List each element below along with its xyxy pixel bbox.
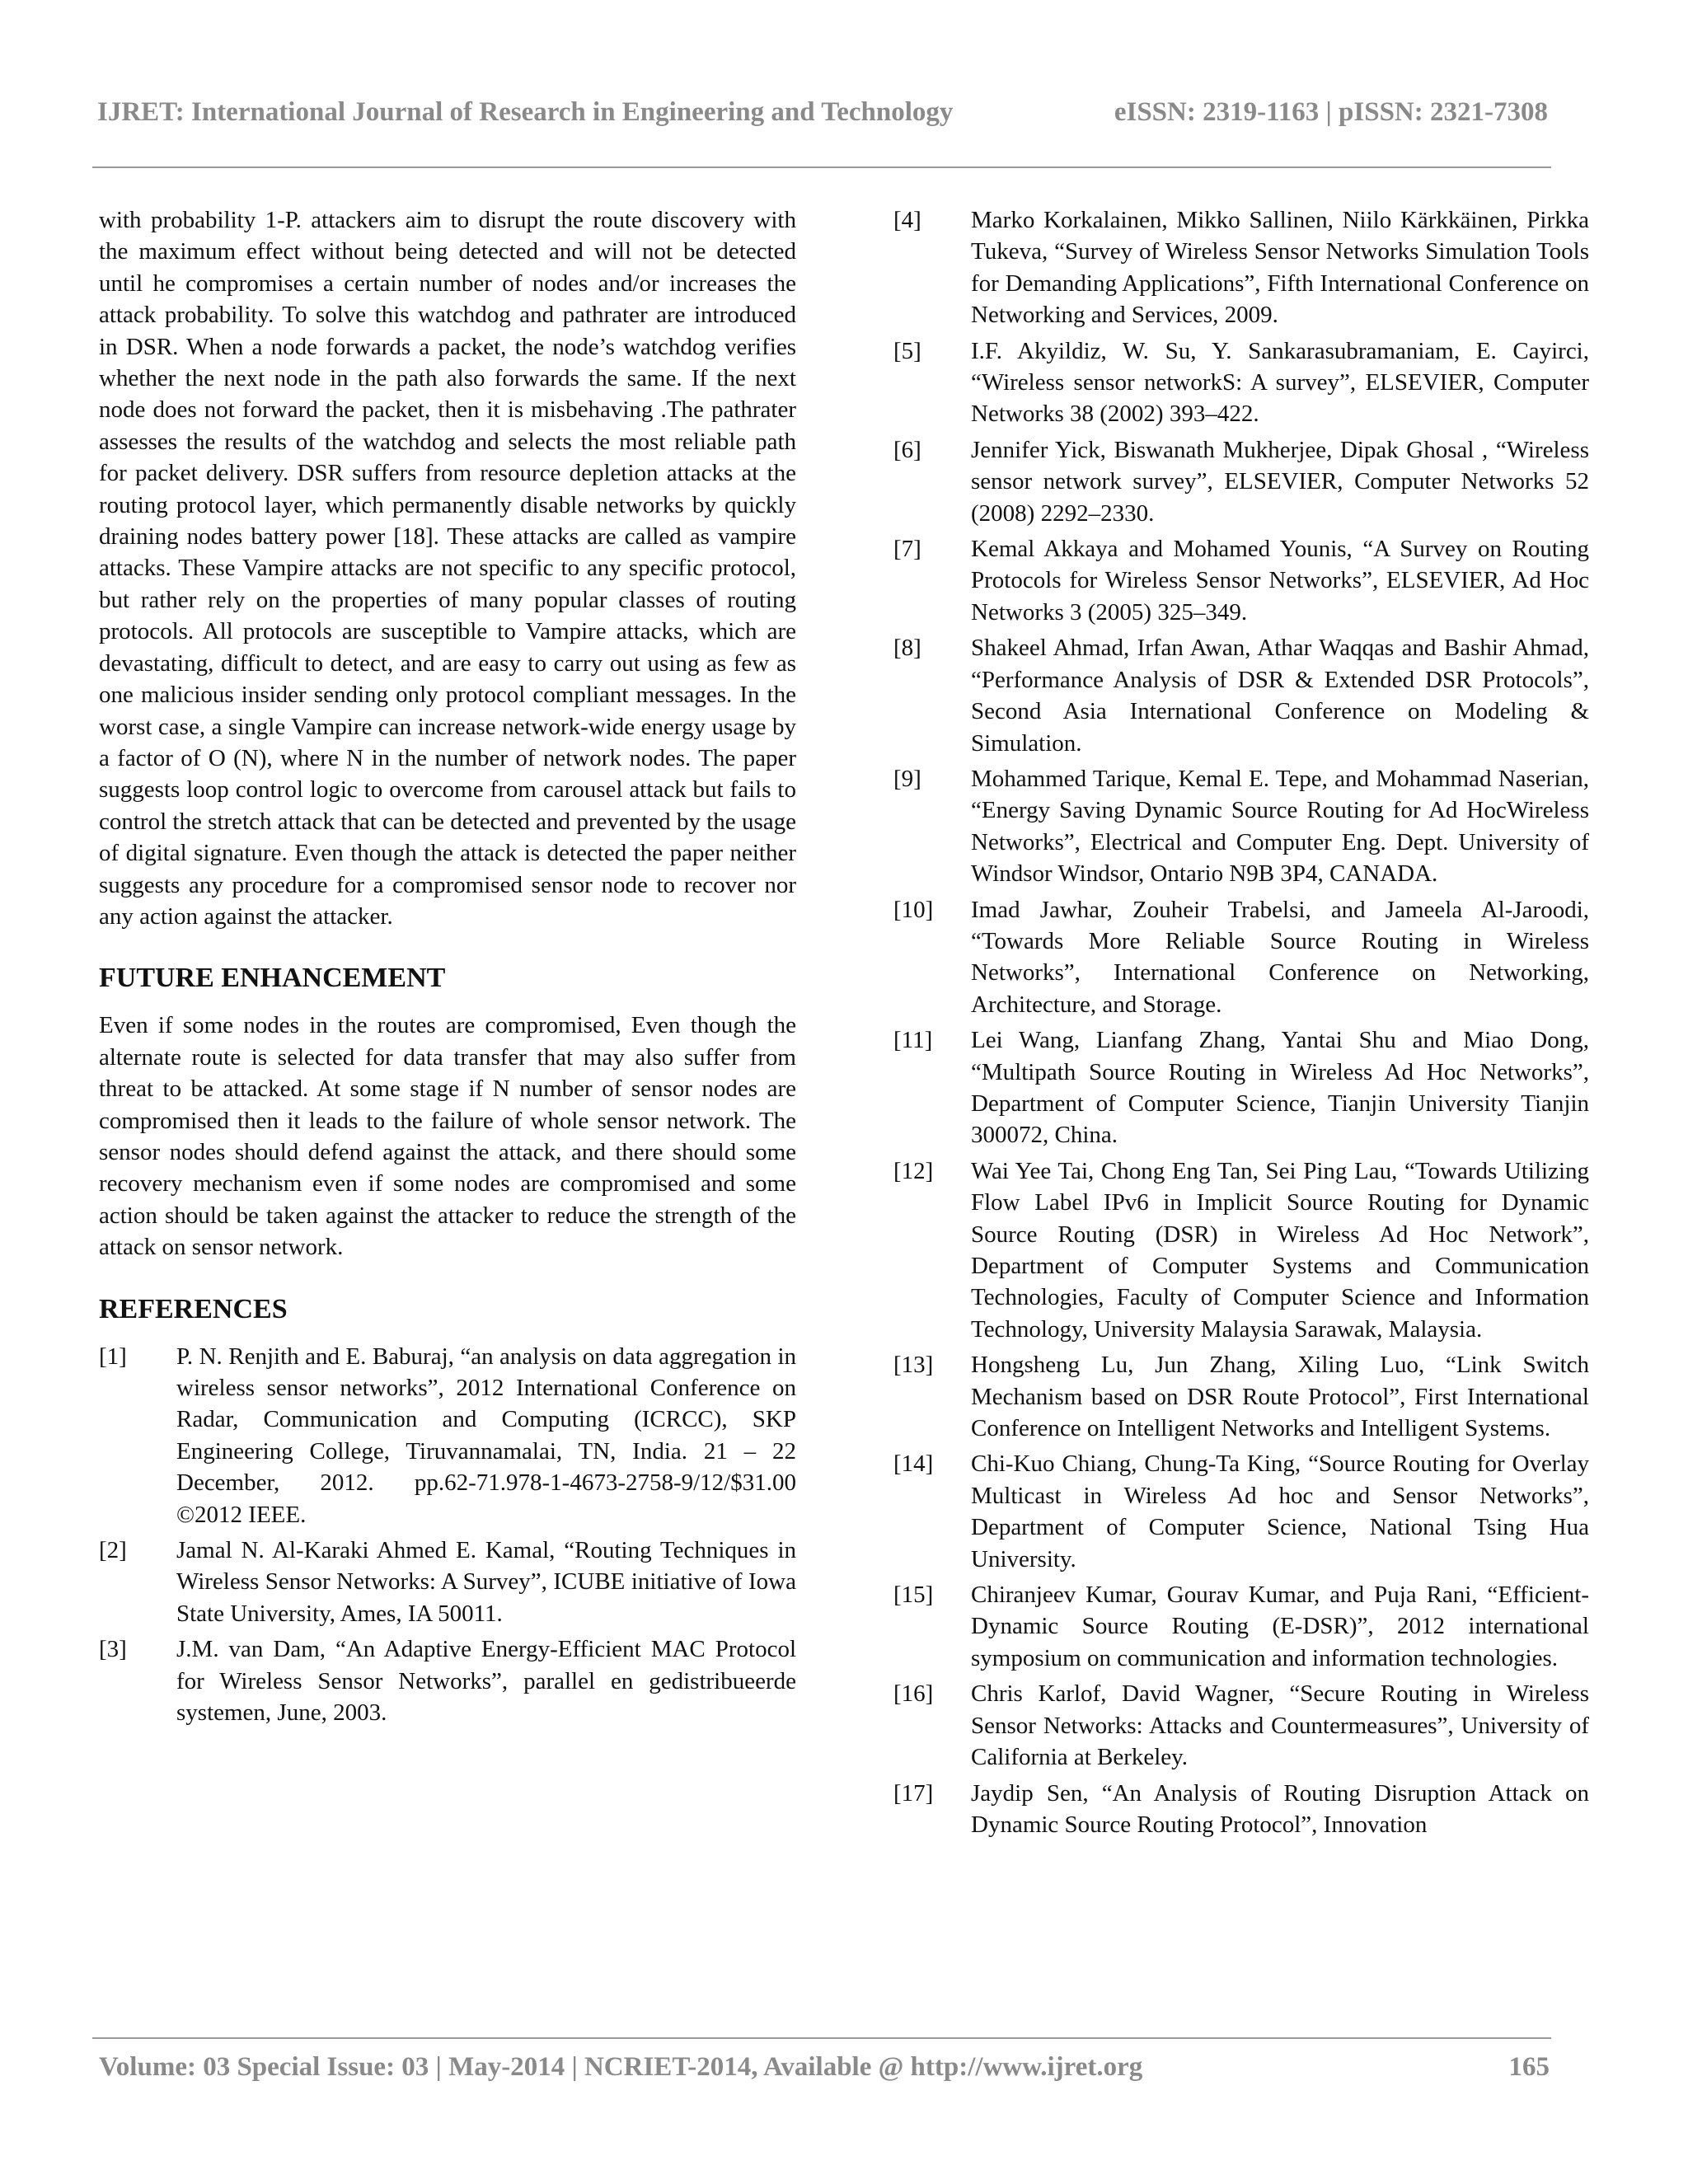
reference-item: [893, 1678, 1589, 1773]
reference-item: [893, 1024, 1589, 1151]
reference-number: [15]: [893, 1582, 934, 1609]
journal-title: IJRET: International Journal of Research in Engineering and Technology: [97, 97, 954, 127]
reference-number: [5]: [893, 337, 921, 364]
reference-text: Mohammed Tarique, Kemal E. Tepe, and Mohammad Naserian, “Energy Saving Dynamic Source Routing for Ad HocWireless Networks”, Electrical and Computer Eng. Dept. University of Windsor Windsor, Ontario N9B 3P4, CANADA.: [971, 765, 1589, 888]
reference-number: [12]: [893, 1157, 934, 1184]
future-enhancement-heading: FUTURE ENHANCEMENT: [99, 963, 446, 994]
reference-text: Shakeel Ahmad, Irfan Awan, Athar Waqqas and Bashir Ahmad, “Performance Analysis of DSR & Extended DSR Protocols”, Second Asia International Conference on Modeling & Simulation.: [971, 635, 1589, 757]
intro-paragraph: with probability 1-P. attackers aim to disrupt the route discovery with the maximum effect without being detected and will not be detected until he compromises a certain number of nodes and/or increases the attack probability. To solve this watchdog and pathrater are introduced in DSR. When a node forwards a packet, the node’s watchdog verifies whether the next node in the path also forwards the same. If the next node does not forward the packet, then it is misbehaving .The pathrater assesses the results of the watchdog and selects the most reliable path for packet delivery. DSR suffers from resource depletion attacks at the routing protocol layer, which permanently disable networks by quickly draining nodes battery power [18]. These attacks are called as vampire attacks. These Vampire attacks are not specific to any specific protocol, but rather rely on the properties of many popular classes of routing protocols. All protocols are susceptible to Vampire attacks, which are devastating, difficult to detect, and are easy to carry out using as few as one malicious insider sending only protocol compliant messages. In the worst case, a single Vampire can increase network-wide energy usage by a factor of O (N), where N in the number of network nodes. The paper suggests loop control logic to overcome from carousel attack but fails to control the stretch attack that can be detected and prevented by the usage of digital signature. Even though the attack is detected the paper neither suggests any procedure for a compromised sensor node to recover nor any action against the attacker.: [99, 207, 796, 930]
reference-item: [893, 204, 1589, 331]
reference-text: Imad Jawhar, Zouheir Trabelsi, and Jameela Al-Jaroodi, “Towards More Reliable Source Routing in Wireless Networks”, International Conference on Networking, Architecture, and Storage.: [971, 896, 1589, 1018]
reference-list-left: [99, 1341, 796, 1729]
reference-number: [8]: [893, 635, 921, 662]
reference-number: [13]: [893, 1352, 934, 1379]
reference-item: [893, 894, 1589, 1021]
reference-number: [11]: [893, 1027, 933, 1054]
issn-info: eISSN: 2319-1163 | pISSN: 2321-7308: [1114, 97, 1548, 127]
reference-item: [893, 1448, 1589, 1575]
reference-item: [893, 533, 1589, 628]
reference-text: J.M. van Dam, “An Adaptive Energy-Efficient MAC Protocol for Wireless Sensor Networks”, parallel en gedistribueerde systemen, June, 2003.: [176, 1636, 796, 1727]
reference-text: Chiranjeev Kumar, Gourav Kumar, and Puja Rani, “Efficient-Dynamic Source Routing (E-DSR)”, 2012 international symposium on communication and information technologies.: [971, 1582, 1589, 1671]
reference-text: Kemal Akkaya and Mohamed Younis, “A Survey on Routing Protocols for Wireless Sensor Networks”, ELSEVIER, Ad Hoc Networks 3 (2005) 325–349.: [971, 536, 1589, 626]
reference-number: [14]: [893, 1451, 934, 1478]
right-column: [893, 204, 1589, 1844]
reference-number: [9]: [893, 765, 921, 792]
reference-item: [893, 1349, 1589, 1444]
reference-text: Marko Korkalainen, Mikko Sallinen, Niilo Kärkkäinen, Pirkka Tukeva, “Survey of Wireless Sensor Networks Simulation Tools for Demanding Applications”, Fifth International Conference on Networking and Services, 2009.: [971, 207, 1589, 329]
reference-text: Jennifer Yick, Biswanath Mukherjee, Dipak Ghosal , “Wireless sensor network survey”, ELSEVIER, Computer Networks 52 (2008) 2292–2330.: [971, 436, 1589, 527]
reference-item: [99, 1535, 796, 1629]
reference-item: [893, 1778, 1589, 1841]
reference-number: [6]: [893, 436, 921, 463]
page-header: [97, 97, 1548, 138]
reference-item: [893, 632, 1589, 759]
reference-list-right: [893, 204, 1589, 1840]
reference-text: Chris Karlof, David Wagner, “Secure Routing in Wireless Sensor Networks: Attacks and Countermeasures”, University of California at Berkeley.: [971, 1680, 1589, 1771]
reference-item: [893, 1155, 1589, 1345]
reference-text: Chi-Kuo Chiang, Chung-Ta King, “Source Routing for Overlay Multicast in Wireless Ad hoc and Sensor Networks”, Department of Computer Science, National Tsing Hua University.: [971, 1451, 1589, 1572]
future-enhancement-paragraph: Even if some nodes in the routes are compromised, Even though the alternate route is selected for data transfer that may also suffer from threat to be attacked. At some stage if N number of sensor nodes are compromised then it leads to the failure of whole sensor network. The sensor nodes should defend against the attack, and there should some recovery mechanism even if some nodes are compromised and some action should be taken against the attacker to reduce the strength of the attack on sensor network.: [99, 1012, 796, 1261]
page-number: 165: [1508, 2052, 1550, 2082]
footer-divider: [92, 2037, 1551, 2039]
left-column: [99, 204, 796, 1732]
reference-number: [1]: [99, 1343, 127, 1370]
reference-text: I.F. Akyildiz, W. Su, Y. Sankarasubramaniam, E. Cayirci, “Wireless sensor networkS: A survey”, ELSEVIER, Computer Networks 38 (2002) 393–422.: [971, 337, 1589, 428]
reference-text: Hongsheng Lu, Jun Zhang, Xiling Luo, “Link Switch Mechanism based on DSR Route Protocol”, First International Conference on Intelligent Networks and Intelligent Systems.: [971, 1352, 1589, 1442]
reference-text: Lei Wang, Lianfang Zhang, Yantai Shu and Miao Dong, “Multipath Source Routing in Wireless Ad Hoc Networks”, Department of Computer Science, Tianjin University Tianjin 300072, China.: [971, 1027, 1589, 1149]
reference-item: [99, 1341, 796, 1530]
reference-item: [893, 434, 1589, 529]
footer-volume-info: Volume: 03 Special Issue: 03 | May-2014 | NCRIET-2014, Available @ http://www.ijret.org: [99, 2052, 1143, 2082]
reference-text: Jamal N. Al-Karaki Ahmed E. Kamal, “Routing Techniques in Wireless Sensor Networks: A Survey”, ICUBE initiative of Iowa State University, Ames, IA 50011.: [176, 1537, 796, 1627]
reference-number: [2]: [99, 1537, 127, 1564]
reference-item: [99, 1633, 796, 1728]
reference-number: [16]: [893, 1680, 934, 1708]
reference-number: [3]: [99, 1636, 127, 1663]
header-divider: [92, 166, 1551, 168]
reference-item: [893, 763, 1589, 890]
reference-text: Wai Yee Tai, Chong Eng Tan, Sei Ping Lau, “Towards Utilizing Flow Label IPv6 in Implicit Source Routing for Dynamic Source Routing (DSR) in Wireless Ad Hoc Network”, Department of Computer Systems and Communication Technologies, Faculty of Computer Science and Information Technology, University Malaysia Sarawak, Malaysia.: [971, 1157, 1589, 1343]
reference-item: [893, 335, 1589, 430]
reference-number: [4]: [893, 207, 921, 233]
reference-number: [7]: [893, 536, 921, 563]
reference-number: [10]: [893, 896, 934, 923]
reference-item: [893, 1579, 1589, 1674]
reference-text: Jaydip Sen, “An Analysis of Routing Disruption Attack on Dynamic Source Routing Protocol”, Innovation: [971, 1779, 1589, 1838]
page-footer: [99, 2052, 1550, 2093]
reference-number: [17]: [893, 1779, 934, 1807]
reference-text: P. N. Renjith and E. Baburaj, “an analysis on data aggregation in wireless sensor networks”, 2012 International Conference on Radar, Communication and Computing (ICRCC), SKP Engineering College, Tiruvannamalai, TN, India. 21 – 22 December, 2012. pp.62-71.978-1-4673-2758-9/12/$31.00 ©2012 IEEE.: [176, 1343, 796, 1528]
references-heading: REFERENCES: [99, 1293, 288, 1324]
